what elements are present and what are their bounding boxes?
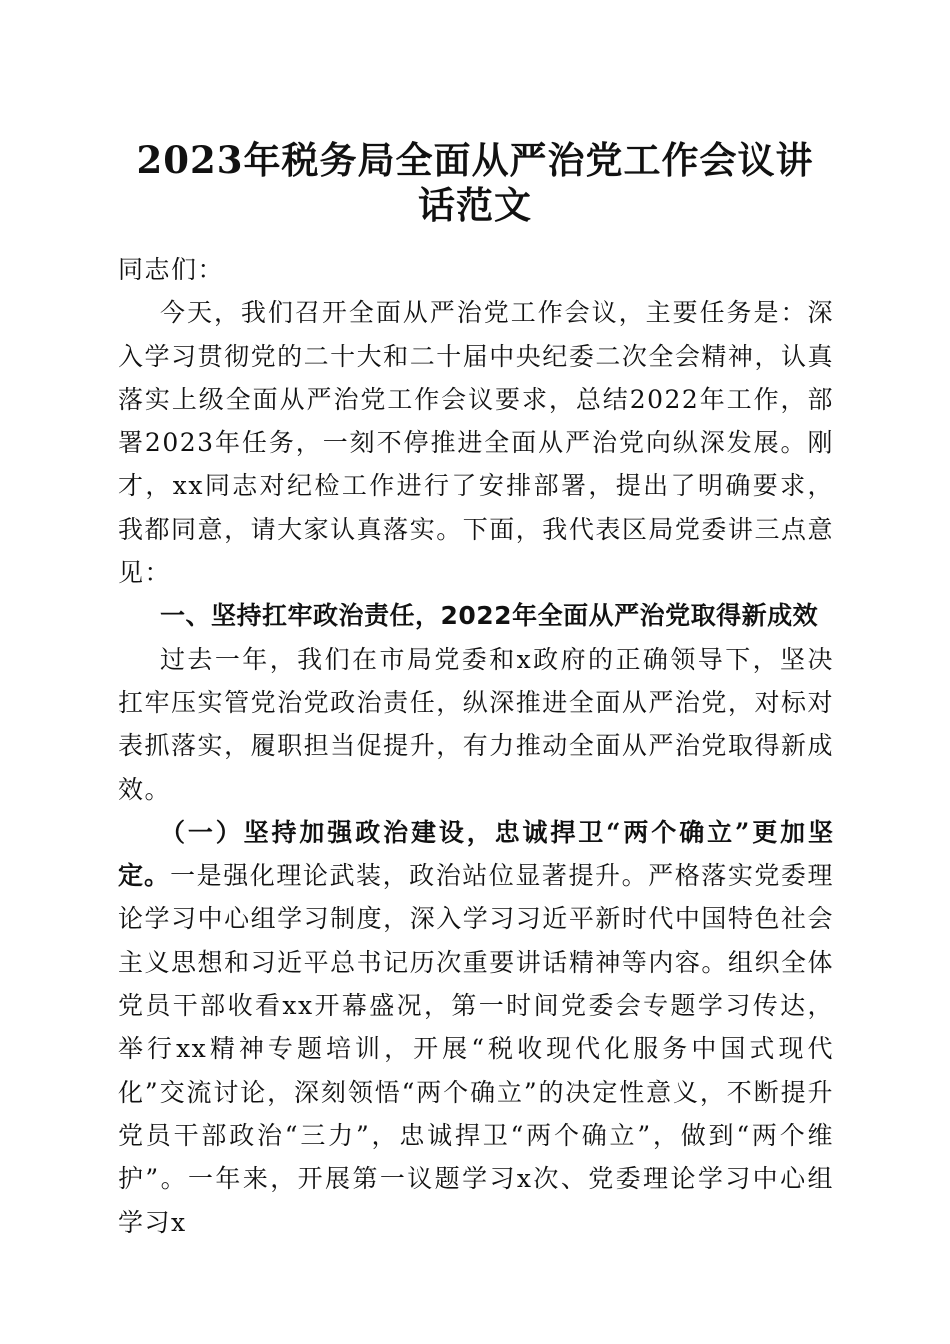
section-heading-1: 一、坚持扛牢政治责任，2022年全面从严治党取得新成效 xyxy=(160,601,819,631)
subsection-paragraph-1 xyxy=(118,811,834,1244)
document-body xyxy=(118,248,834,1244)
subsection-body-1: 一是强化理论武装，政治站位显著提升。严格落实党委理论学习中心组学习制度，深入学习习近平新时代中国特色社会主义思想和习近平总书记历次重要讲话精神等内容。组织全体党员干部收看xx开幕盛况，第一时间党委会专题学习传达，举行xx精神专题培训，开展“税收现代化服务中国式现代化”交流讨论，深刻领悟“两个确立”的决定性意义，不断提升党员干部政治“三力”，忠诚捍卫“两个确立”，做到“两个维护”。一年来，开展第一议题学习x次、党委理论学习中心组学习x xyxy=(118,861,834,1237)
salutation: 同志们： xyxy=(118,255,225,284)
document-title: 2023年税务局全面从严治党工作会议讲话范文 xyxy=(136,138,814,227)
intro-paragraph: 今天，我们召开全面从严治党工作会议，主要任务是：深入学习贯彻党的二十大和二十届中央纪委二次全会精神，认真落实上级全面从严治党工作会议要求，总结2022年工作，部署2023年任务，一刻不停推进全面从严治党向纵深发展。刚才，xx同志对纪检工作进行了安排部署，提出了明确要求，我都同意，请大家认真落实。下面，我代表区局党委讲三点意见： xyxy=(118,298,834,588)
subsection-heading-1: （一）坚持加强政治建设，忠诚捍卫“两个确立”更加坚定。 xyxy=(118,817,834,891)
review-paragraph: 过去一年，我们在市局党委和x政府的正确领导下，坚决扛牢压实管党治党政治责任，纵深推进全面从严治党，对标对表抓落实，履职担当促提升，有力推动全面从严治党取得新成效。 xyxy=(118,644,834,804)
